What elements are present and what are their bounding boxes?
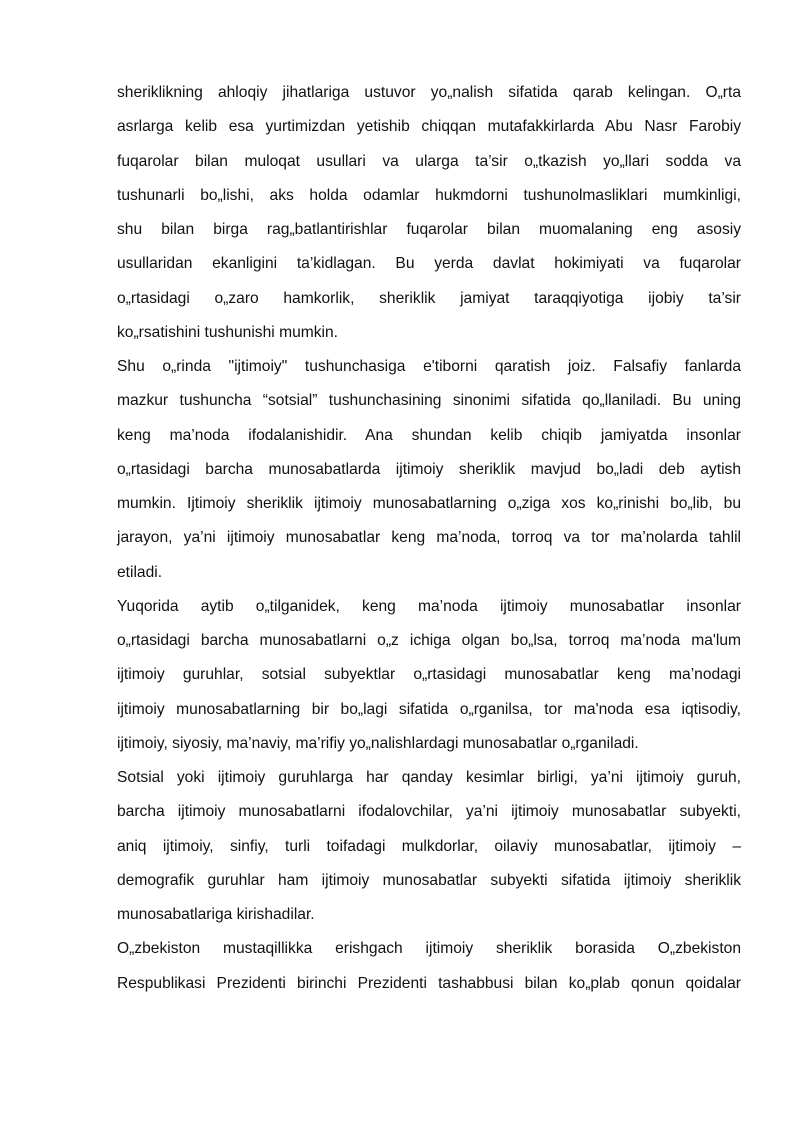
text-line: munosabatlariga kirishadilar.	[117, 906, 315, 923]
text-line: mazkur tushuncha “sotsial” tushunchasining sinonimi sifatida qo„llaniladi. Bu uning	[117, 392, 741, 410]
text-line: keng ma’noda ifodalanishidir. Ana shundan kelib chiqib jamiyatda insonlar	[117, 426, 741, 444]
text-line: asrlarga kelib esa yurtimizdan yetishib chiqqan mutafakkirlarda Abu Nasr Farobiy	[117, 118, 741, 136]
document-page	[117, 76, 741, 1001]
text-line: o„rtasidagi barcha munosabatlarni o„z ichiga olgan bo„lsa, torroq ma’noda ma'lum	[117, 632, 741, 649]
text-line: fuqarolar bilan muloqat usullari va ularga ta’sir o„tkazish yo„llari sodda va	[117, 152, 741, 170]
text-line: jarayon, ya’ni ijtimoiy munosabatlar keng ma’noda, torroq va tor ma’nolarda tahlil	[117, 529, 741, 547]
text-line: usullaridan ekanligini ta’kidlagan. Bu yerda davlat hokimiyati va fuqarolar	[117, 255, 741, 273]
text-line: Respublikasi Prezidenti birinchi Prezidenti tashabbusi bilan ko„plab qonun qoidalar	[117, 974, 741, 992]
text-line: barcha ijtimoiy munosabatlarni ifodalovchilar, ya’ni ijtimoiy munosabatlar subyekti,	[117, 803, 741, 821]
text-line: etiladi.	[117, 563, 163, 581]
text-line: Shu o„rinda "ijtimoiy" tushunchasiga e'tiborni qaratish joiz. Falsafiy fanlarda	[117, 358, 741, 375]
text-line: ko„rsatishini tushunishi mumkin.	[117, 323, 338, 341]
text-line: Sotsial yoki ijtimoiy guruhlarga har qanday kesimlar birligi, ya’ni ijtimoiy guruh,	[117, 769, 741, 786]
text-line: ijtimoiy guruhlar, sotsial subyektlar o„rtasidagi munosabatlar keng ma’nodagi	[117, 666, 741, 684]
text-line: shu bilan birga rag„batlantirishlar fuqarolar bilan muomalaning eng asosiy	[117, 221, 741, 238]
text-line: demografik guruhlar ham ijtimoiy munosabatlar subyekti sifatida ijtimoiy sheriklik	[117, 871, 741, 889]
text-line: Yuqorida aytib o„tilganidek, keng ma’noda ijtimoiy munosabatlar insonlar	[117, 597, 741, 615]
paragraph-2	[117, 350, 741, 590]
text-line: ijtimoiy, siyosiy, ma’naviy, ma’rifiy yo„nalishlardagi munosabatlar o„rganiladi.	[117, 734, 639, 752]
text-line: O„zbekiston mustaqillikka erishgach ijtimoiy sheriklik borasida O„zbekiston	[117, 940, 741, 958]
paragraph-3	[117, 590, 741, 761]
paragraph-5	[117, 932, 741, 1001]
text-line: tushunarli bo„lishi, aks holda odamlar hukmdorni tushunolmasliklari mumkinligi,	[117, 186, 741, 204]
text-line: mumkin. Ijtimoiy sheriklik ijtimoiy munosabatlarning o„ziga xos ko„rinishi bo„lib, bu	[117, 495, 741, 512]
paragraph-4	[117, 761, 741, 932]
text-line: ijtimoiy munosabatlarning bir bo„lagi sifatida o„rganilsa, tor ma'noda esa iqtisodiy,	[117, 700, 741, 718]
text-line: sheriklikning ahloqiy jihatlariga ustuvor yo„nalish sifatida qarab kelingan. O„rta	[117, 84, 741, 101]
text-line: o„rtasidagi o„zaro hamkorlik, sheriklik jamiyat taraqqiyotiga ijobiy ta’sir	[117, 289, 741, 307]
text-line: o„rtasidagi barcha munosabatlarda ijtimoiy sheriklik mavjud bo„ladi deb aytish	[117, 460, 741, 478]
paragraph-1	[117, 76, 741, 350]
text-line: aniq ijtimoiy, sinfiy, turli toifadagi mulkdorlar, oilaviy munosabatlar, ijtimoiy –	[117, 837, 741, 855]
